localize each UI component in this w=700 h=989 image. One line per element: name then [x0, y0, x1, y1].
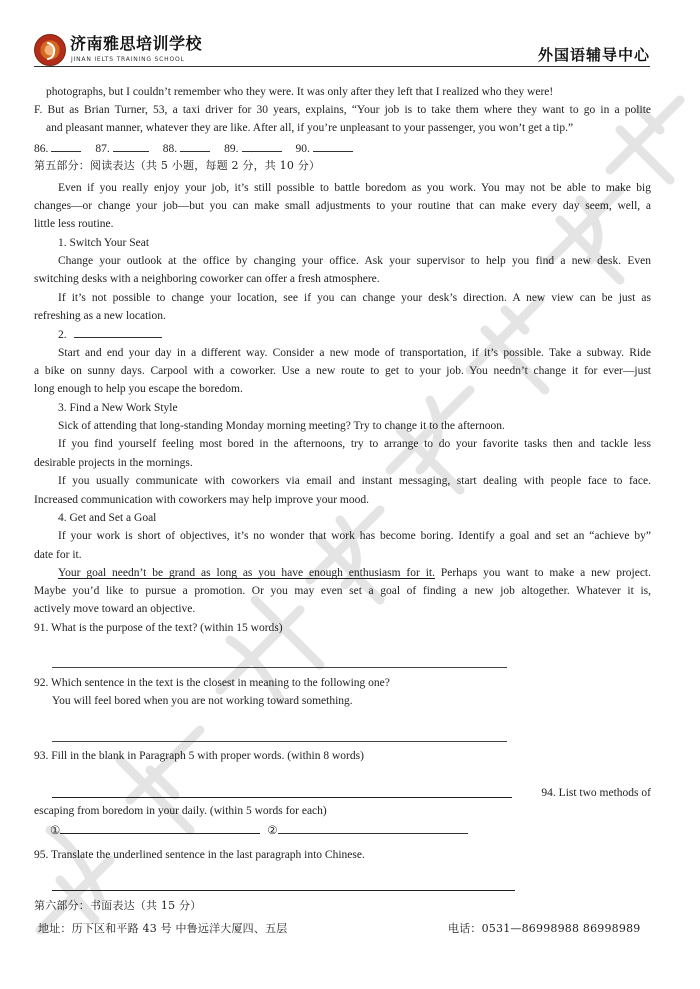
paragraph-line: If you find yourself feeling most bored in the afternoons, try to arrange to do your favorite tasks then and tackle less: [58, 438, 651, 450]
paragraph-line: switching desks with a neighboring coworker can offer a fresh atmosphere.: [34, 273, 380, 285]
paragraph-line: Change your outlook at the office by changing your office. Ask your supervisor to help you find a new desk. Even: [58, 255, 651, 267]
subheading-3: 3. Find a New Work Style: [58, 402, 178, 414]
subheading-2-number: 2.: [58, 329, 67, 341]
paragraph-line: refreshing as a new location.: [34, 310, 166, 322]
answer-line-92[interactable]: [52, 741, 507, 742]
subheading-4: 4. Get and Set a Goal: [58, 512, 157, 524]
intro-line: little less routine.: [34, 218, 114, 230]
answer-label: 89.: [224, 143, 239, 155]
answer-blank-86[interactable]: [51, 140, 81, 152]
carryover-line: photographs, but I couldn’t remember who they were. It was only after they left that I realized who they were!: [46, 86, 554, 98]
paragraph-line: Start and end your day in a different way. Consider a new mode of transportation, if it’s possible. Take a subway. Ride: [58, 347, 651, 359]
answer-blanks-row: [34, 140, 651, 156]
question-93: 93. Fill in the blank in Paragraph 5 with proper words. (within 8 words): [34, 750, 364, 762]
paragraph-line: desirable projects in the mornings.: [34, 457, 193, 469]
question-92: 92. Which sentence in the text is the closest in meaning to the following one?: [34, 677, 390, 689]
section5-heading: 第五部分：阅读表达（共 5 小题，每题 2 分，共 10 分）: [34, 159, 321, 172]
answer-mark-2: ②: [267, 825, 278, 837]
answer-line-95[interactable]: [52, 890, 515, 891]
footer-address: 地址：历下区和平路 43 号 中鲁远洋大厦四、五层: [38, 922, 288, 935]
paragraph-line: a bike on sunny days. Carpool with a coworker. Use a new route to get to your job. You needn’t change it for ever—just: [34, 365, 651, 377]
page-header: [34, 32, 650, 66]
paragraph-text: Perhaps you want to make a new project.: [434, 567, 651, 579]
paragraph-line: date for it.: [34, 549, 82, 561]
question-92-sentence: You will feel bored when you are not working toward something.: [52, 695, 353, 707]
answer-line-94-1[interactable]: [60, 822, 260, 834]
paragraph-line: Increased communication with coworkers may help improve your mood.: [34, 494, 370, 506]
answer-mark-1: ①: [50, 825, 61, 837]
center-name: 外国语辅导中心: [537, 46, 650, 64]
answer-blank-89[interactable]: [242, 140, 282, 152]
intro-line: changes—or change your job—but you can make small adjustments to your routine that can make every day seem, well, a: [34, 200, 651, 212]
header-divider: [34, 66, 650, 67]
paragraph-line: If you usually communicate with coworkers via email and instant messaging, start dealing with people face to face.: [58, 475, 651, 487]
paragraph-line: Maybe you’d like to pursue a promotion. Or you may even set a goal of finding a new job altogether. Whatever it is,: [34, 585, 651, 597]
subheading-1: 1. Switch Your Seat: [58, 237, 150, 249]
answer-blank-88[interactable]: [180, 140, 210, 152]
answer-label: 86.: [34, 143, 49, 155]
answer-label: 87.: [95, 143, 110, 155]
footer-phone: 电话：0531—86998988 86998989: [448, 922, 641, 935]
paragraph-line: long enough to help you escape the boredom.: [34, 383, 243, 395]
answer-blank-90[interactable]: [313, 140, 353, 152]
question-94: 94. List two methods of: [541, 787, 651, 799]
question-95: 95. Translate the underlined sentence in the last paragraph into Chinese.: [34, 849, 365, 861]
option-f-line: and pleasant manner, whatever they are like. After all, if you’re unpleasant to your passenger, you won’t get a tip.”: [46, 122, 574, 134]
question-91: 91. What is the purpose of the text? (within 15 words): [34, 622, 283, 634]
answer-line-93[interactable]: [52, 797, 512, 798]
question-94-answers: [50, 822, 651, 838]
underlined-sentence: Your goal needn’t be grand as long as you have enough enthusiasm for it.: [58, 567, 435, 579]
subheading-2-blank[interactable]: [74, 326, 162, 338]
paragraph-line: If it’s not possible to change your location, see if you can change your desk’s direction. A new view can be just as: [58, 292, 651, 304]
option-f-line: F. But as Brian Turner, 53, a taxi driver for 30 years, explains, “Your job is to take them where they want to go in a polite: [34, 104, 651, 116]
school-name-cn: 济南雅思培训学校: [70, 34, 203, 53]
paragraph-line: [58, 565, 651, 581]
paragraph-line: actively move toward an objective.: [34, 603, 196, 615]
answer-line-94-2[interactable]: [278, 822, 468, 834]
section6-heading: 第六部分：书面表达（共 15 分）: [34, 899, 202, 912]
question-94-cont: escaping from boredom in your daily. (within 5 words for each): [34, 805, 327, 817]
intro-line: Even if you really enjoy your job, it’s still possible to battle boredom as you work. You may not be able to make big: [58, 182, 651, 194]
answer-label: 90.: [295, 143, 310, 155]
answer-line-91[interactable]: [52, 667, 507, 668]
answer-blank-87[interactable]: [113, 140, 149, 152]
answer-label: 88.: [162, 143, 178, 155]
subheading-2: [58, 326, 651, 342]
paragraph-line: If your work is short of objectives, it’s no wonder that work has become boring. Identify a goal and set an “achieve by”: [58, 530, 651, 542]
school-logo-icon: [34, 34, 66, 66]
paragraph-line: Sick of attending that long-standing Monday morning meeting? Try to change it to the afternoon.: [58, 420, 505, 432]
school-name-en: JINAN IELTS TRAINING SCHOOL: [71, 56, 185, 63]
watermark-glyph: [40, 830, 110, 930]
